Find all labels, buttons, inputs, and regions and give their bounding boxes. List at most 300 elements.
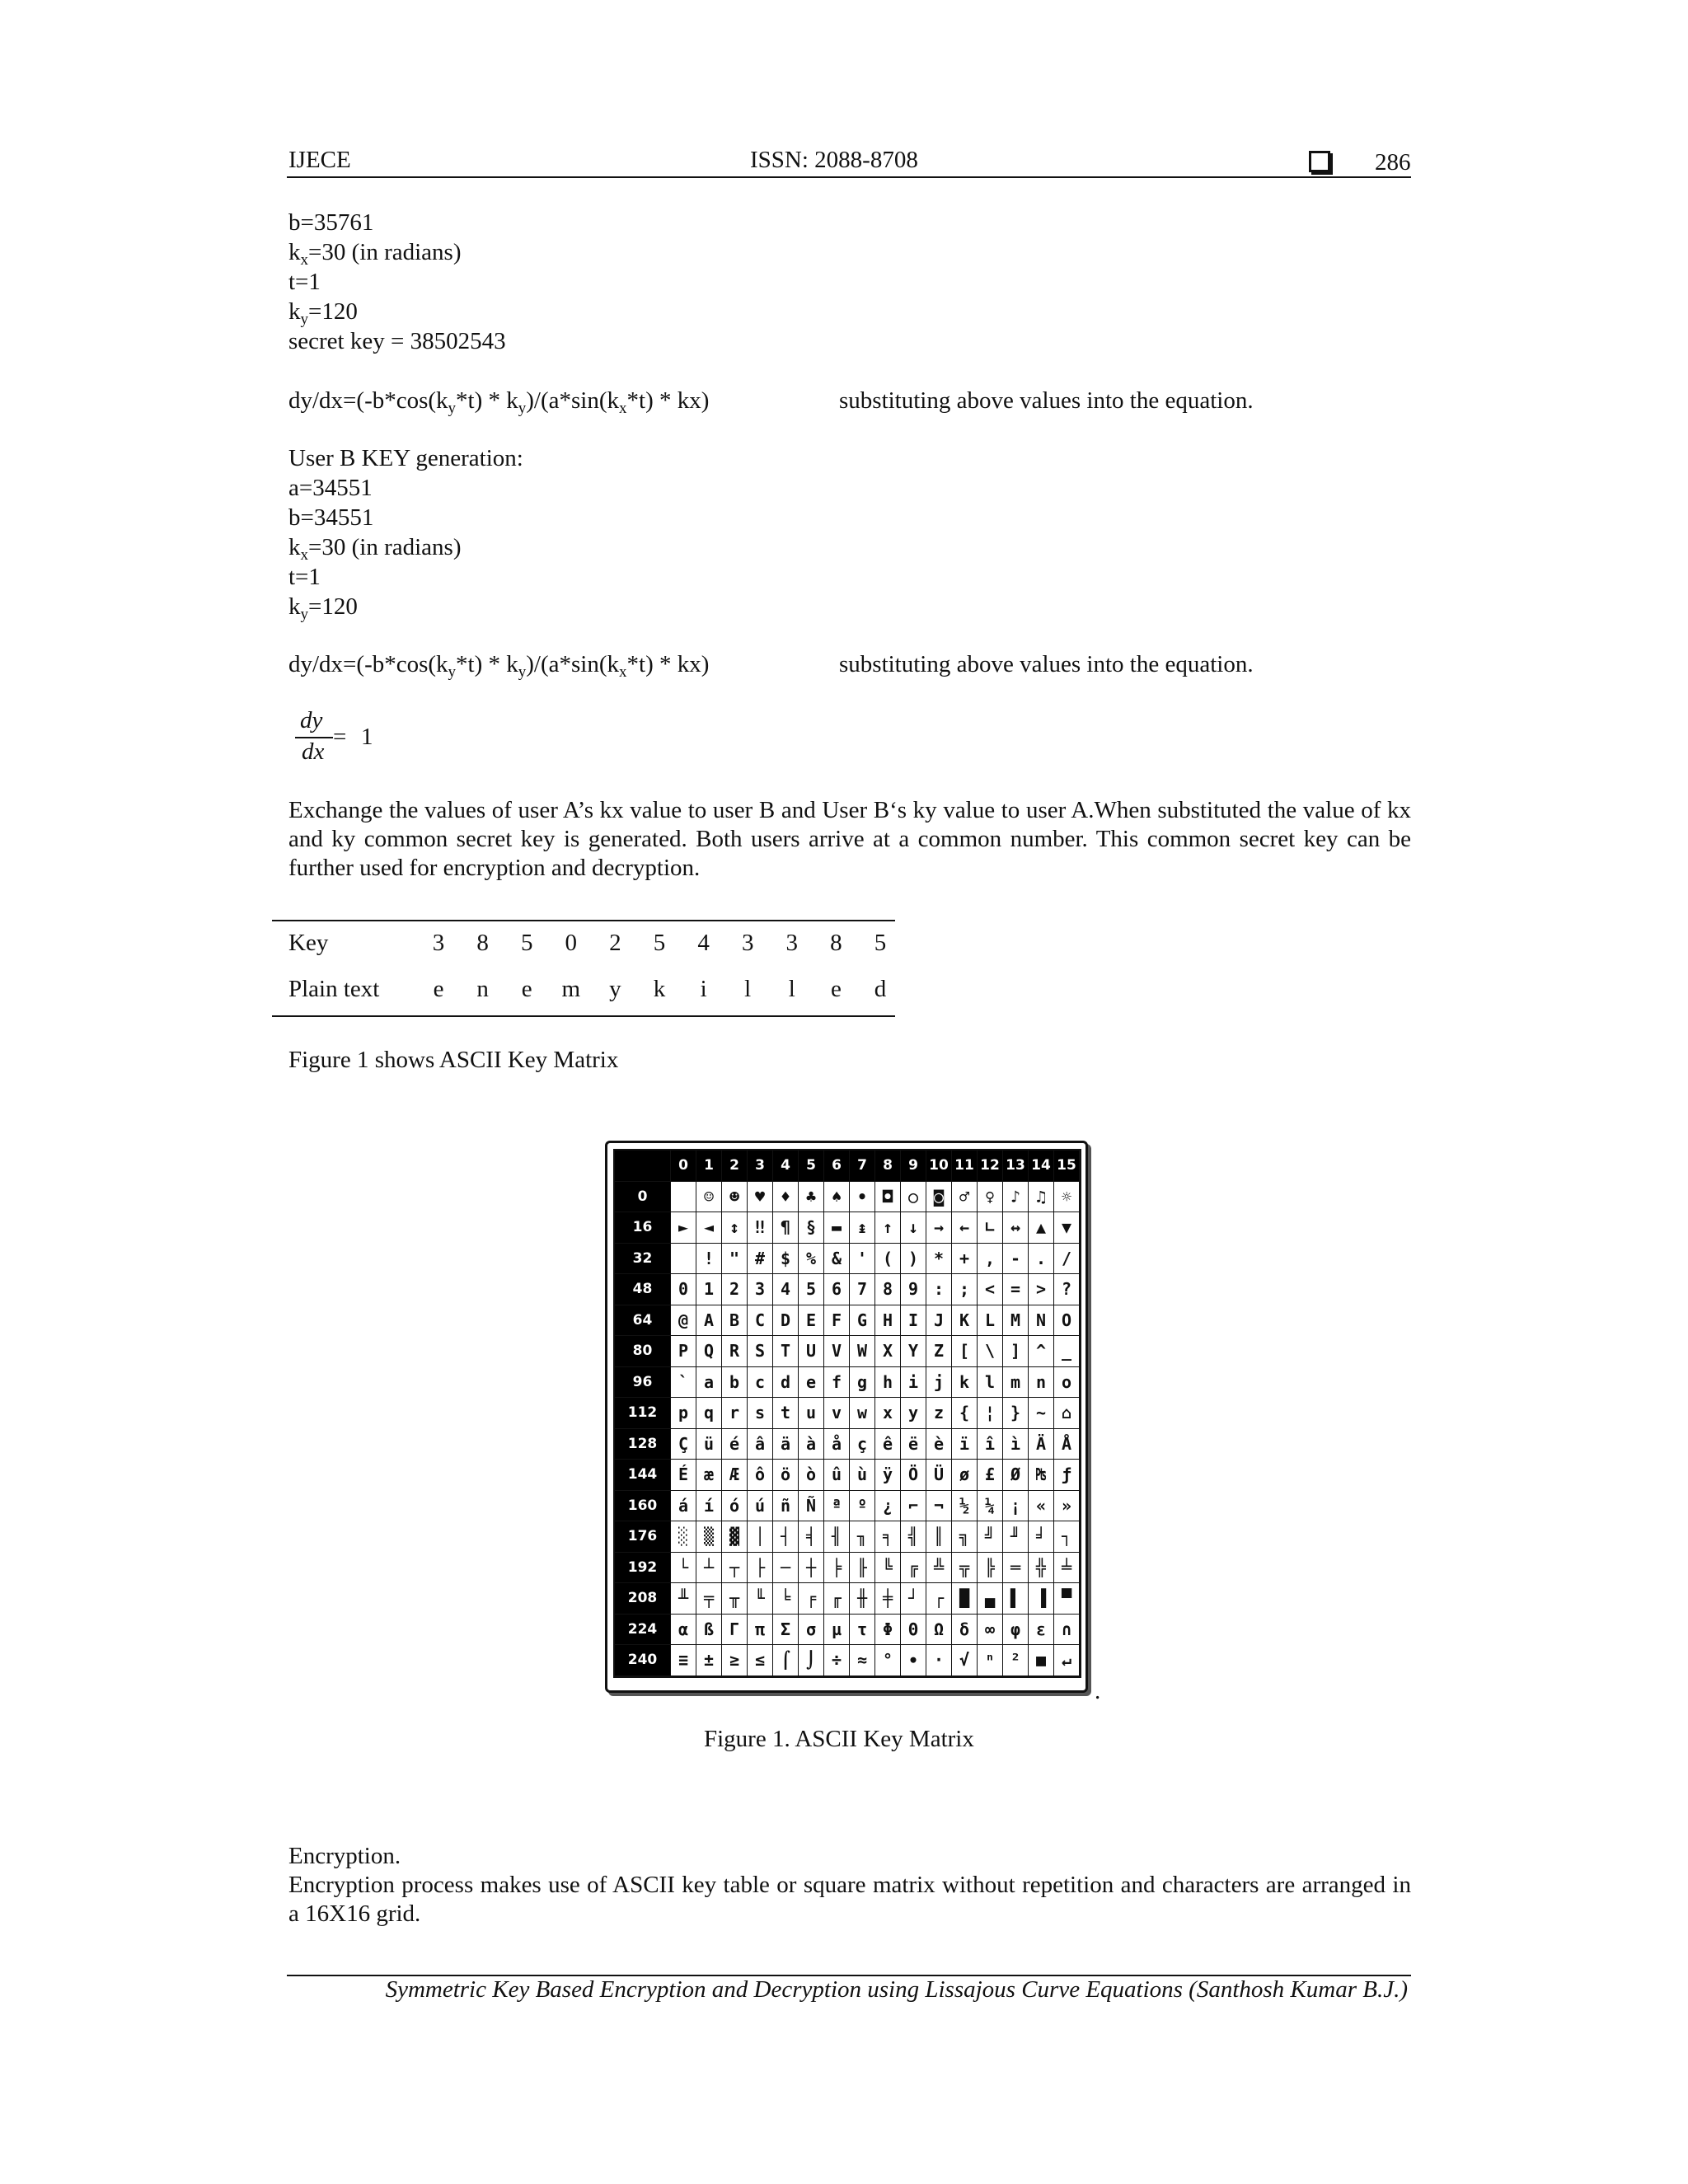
matrix-cell: } (1003, 1398, 1029, 1429)
matrix-cell: í (696, 1491, 722, 1522)
matrix-cell: ╝ (978, 1521, 1003, 1553)
matrix-cell: ♥ (748, 1182, 773, 1213)
matrix-cell: ○ (901, 1182, 926, 1213)
matrix-row-header: 32 (615, 1244, 671, 1275)
matrix-cell: z (926, 1398, 952, 1429)
key-digit: 3 (432, 930, 445, 956)
matrix-cell: ╗ (952, 1521, 978, 1553)
matrix-cell: _ (1054, 1336, 1080, 1367)
matrix-cell: J (926, 1305, 952, 1337)
matrix-cell: ─ (773, 1553, 799, 1584)
matrix-cell: ▼ (1054, 1212, 1080, 1244)
matrix-cell: æ (696, 1460, 722, 1491)
matrix-cell: ╘ (773, 1583, 799, 1615)
matrix-cell: 2 (722, 1274, 748, 1305)
matrix-cell: ¡ (1003, 1491, 1029, 1522)
plain-row-label: Plain text (288, 976, 380, 1002)
matrix-cell: ⌡ (799, 1645, 824, 1676)
user-b-ky: $k_y=120$ (288, 593, 358, 623)
matrix-cell: ╬ (1029, 1553, 1054, 1584)
matrix-cell: ÿ (875, 1460, 901, 1491)
matrix-row-header: 208 (615, 1583, 671, 1615)
matrix-cell: ╜ (1003, 1521, 1029, 1553)
matrix-cell: ê (875, 1429, 901, 1460)
matrix-cell: ╞ (824, 1553, 850, 1584)
matrix-cell: º (850, 1491, 875, 1522)
matrix-cell: ƒ (1054, 1460, 1080, 1491)
matrix-cell: ⌐ (901, 1491, 926, 1522)
matrix-cell: ◘ (875, 1182, 901, 1213)
matrix-col-header: 13 (1003, 1151, 1029, 1182)
matrix-cell: ù (850, 1460, 875, 1491)
matrix-cell: é (722, 1429, 748, 1460)
matrix-cell: ╧ (1054, 1553, 1080, 1584)
plaintext-char: m (561, 976, 581, 1002)
matrix-cell: ║ (926, 1521, 952, 1553)
matrix-cell: Ü (926, 1460, 952, 1491)
matrix-cell: h (875, 1367, 901, 1399)
matrix-cell: σ (799, 1615, 824, 1646)
exchange-paragraph: Exchange the values of user A’s kx value to user B and User B‘s ky value to user A.When substituted the value of kx and ky common secret key is generated. Both users arrive at a common number. This common secret key can be further used for encryption and decryption. (288, 797, 1411, 881)
matrix-cell: └ (671, 1553, 696, 1584)
figure-trailing-mark: . (1095, 1678, 1101, 1704)
matrix-cell: ■ (1029, 1645, 1054, 1676)
matrix-cell: i (901, 1367, 926, 1399)
table-bottom-rule (272, 1015, 895, 1017)
matrix-cell: ` (671, 1367, 696, 1399)
header-rule (287, 176, 1411, 178)
matrix-cell: Ω (926, 1615, 952, 1646)
matrix-cell: ▀ (1054, 1583, 1080, 1615)
matrix-cell: ≈ (850, 1645, 875, 1676)
matrix-cell: n (1029, 1367, 1054, 1399)
matrix-cell: ╛ (1029, 1521, 1054, 1553)
matrix-cell: $ (773, 1244, 799, 1275)
matrix-cell: 3 (748, 1274, 773, 1305)
matrix-cell: 1 (696, 1274, 722, 1305)
matrix-cell: ♦ (773, 1182, 799, 1213)
matrix-col-header: 15 (1054, 1151, 1080, 1182)
matrix-cell: ╥ (722, 1583, 748, 1615)
matrix-cell (671, 1244, 696, 1275)
table-top-rule (272, 920, 895, 921)
key-digit: 4 (697, 930, 710, 956)
plaintext-char: e (433, 976, 444, 1002)
matrix-cell: ↕ (722, 1212, 748, 1244)
matrix-cell: ☼ (1054, 1182, 1080, 1213)
matrix-col-header: 1 (696, 1151, 722, 1182)
matrix-cell: ∩ (1054, 1615, 1080, 1646)
matrix-cell: Æ (722, 1460, 748, 1491)
matrix-cell (671, 1182, 696, 1213)
matrix-cell: ^ (1029, 1336, 1054, 1367)
matrix-cell: 8 (875, 1274, 901, 1305)
matrix-cell: ‼ (748, 1212, 773, 1244)
key-row-label: Key (288, 930, 329, 956)
encryption-heading: Encryption. (288, 1843, 401, 1869)
matrix-cell: ╙ (748, 1583, 773, 1615)
matrix-cell: b (722, 1367, 748, 1399)
matrix-cell: T (773, 1336, 799, 1367)
matrix-cell: ╦ (952, 1553, 978, 1584)
matrix-cell: ├ (748, 1553, 773, 1584)
matrix-cell: ¼ (978, 1491, 1003, 1522)
equation-1-note: substituting above values into the equation. (839, 387, 1254, 414)
matrix-cell: ± (696, 1645, 722, 1676)
matrix-cell: O (1054, 1305, 1080, 1337)
encryption-text: Encryption process makes use of ASCII key table or square matrix without repetition and characters are arranged in a 16X16 grid. (288, 1872, 1411, 1927)
equation-2: $dy/dx=(-b*\cos(k_y*t) * k_y)/(a*\sin(k_x*t) * kx)$ (288, 651, 710, 681)
matrix-cell: å (824, 1429, 850, 1460)
matrix-col-header: 4 (773, 1151, 799, 1182)
matrix-cell: ╫ (850, 1583, 875, 1615)
matrix-cell: " (722, 1244, 748, 1275)
matrix-cell: è (926, 1429, 952, 1460)
matrix-cell: w (850, 1398, 875, 1429)
user-b-b: b=34551 (288, 504, 374, 531)
running-footer: Symmetric Key Based Encryption and Decryption using Lissajous Curve Equations (Santhosh Kumar B.J.) (385, 1976, 1408, 2003)
plaintext-char: i (700, 976, 707, 1002)
matrix-cell: ┼ (799, 1553, 824, 1584)
matrix-col-header: 5 (799, 1151, 824, 1182)
matrix-cell: ↔ (1003, 1212, 1029, 1244)
matrix-cell: j (926, 1367, 952, 1399)
matrix-cell: √ (952, 1645, 978, 1676)
matrix-row-header: 16 (615, 1212, 671, 1244)
matrix-cell: ¶ (773, 1212, 799, 1244)
matrix-cell: ╟ (850, 1553, 875, 1584)
square-bullet-icon (1309, 151, 1330, 172)
matrix-cell: Γ (722, 1615, 748, 1646)
matrix-cell: X (875, 1336, 901, 1367)
matrix-cell: ☺ (696, 1182, 722, 1213)
matrix-cell: m (1003, 1367, 1029, 1399)
matrix-cell: ♣ (799, 1182, 824, 1213)
matrix-cell: d (773, 1367, 799, 1399)
matrix-cell: ▬ (824, 1212, 850, 1244)
matrix-cell: É (671, 1460, 696, 1491)
matrix-cell: e (799, 1367, 824, 1399)
matrix-cell: ═ (1003, 1553, 1029, 1584)
plaintext-char: n (476, 976, 489, 1002)
matrix-cell: ◄ (696, 1212, 722, 1244)
matrix-cell: ; (952, 1274, 978, 1305)
matrix-cell: £ (978, 1460, 1003, 1491)
matrix-cell: { (952, 1398, 978, 1429)
matrix-cell: ▄ (978, 1583, 1003, 1615)
matrix-cell: ° (875, 1645, 901, 1676)
user-b-heading: User B KEY generation: (288, 445, 523, 471)
matrix-cell: ╖ (850, 1521, 875, 1553)
key-digit: 5 (520, 930, 533, 956)
matrix-cell: k (952, 1367, 978, 1399)
matrix-cell: û (824, 1460, 850, 1491)
matrix-cell: ∞ (978, 1615, 1003, 1646)
matrix-cell: 0 (671, 1274, 696, 1305)
matrix-cell: │ (748, 1521, 773, 1553)
matrix-cell: ² (1003, 1645, 1029, 1676)
matrix-cell: ┬ (722, 1553, 748, 1584)
matrix-cell: ö (773, 1460, 799, 1491)
matrix-cell: ╠ (978, 1553, 1003, 1584)
key-digit: 8 (476, 930, 489, 956)
matrix-cell: ⌂ (1054, 1398, 1080, 1429)
matrix-cell: Y (901, 1336, 926, 1367)
matrix-cell: Q (696, 1336, 722, 1367)
matrix-cell: ì (1003, 1429, 1029, 1460)
matrix-cell: ╢ (824, 1521, 850, 1553)
matrix-cell: ╪ (875, 1583, 901, 1615)
fraction-value: 1 (361, 724, 373, 750)
matrix-cell: Φ (875, 1615, 901, 1646)
matrix-cell: K (952, 1305, 978, 1337)
matrix-corner (615, 1151, 671, 1182)
fraction-equals: = (333, 724, 347, 750)
matrix-cell: ╩ (926, 1553, 952, 1584)
matrix-cell: ♪ (1003, 1182, 1029, 1213)
user-a-b: b=35761 (288, 209, 374, 236)
matrix-cell: ┐ (1054, 1521, 1080, 1553)
matrix-cell: ╔ (901, 1553, 926, 1584)
matrix-cell: ↑ (875, 1212, 901, 1244)
matrix-cell: ▓ (722, 1521, 748, 1553)
matrix-row-header: 128 (615, 1429, 671, 1460)
matrix-cell: M (1003, 1305, 1029, 1337)
matrix-col-header: 12 (978, 1151, 1003, 1182)
matrix-col-header: 0 (671, 1151, 696, 1182)
matrix-cell: : (926, 1274, 952, 1305)
user-a-kx: $k_x=30$ (in radians) (288, 239, 462, 269)
matrix-cell: ╕ (875, 1521, 901, 1553)
matrix-cell: y (901, 1398, 926, 1429)
matrix-row-header: 0 (615, 1182, 671, 1213)
matrix-col-header: 10 (926, 1151, 952, 1182)
matrix-cell: ú (748, 1491, 773, 1522)
matrix-col-header: 9 (901, 1151, 926, 1182)
matrix-cell: Ø (1003, 1460, 1029, 1491)
matrix-cell: τ (850, 1615, 875, 1646)
matrix-row-header: 112 (615, 1398, 671, 1429)
matrix-cell: · (926, 1645, 952, 1676)
matrix-cell: Z (926, 1336, 952, 1367)
user-a-secret-key: secret key = 38502543 (288, 328, 506, 354)
matrix-cell: → (926, 1212, 952, 1244)
matrix-row-header: 64 (615, 1305, 671, 1337)
matrix-col-header: 6 (824, 1151, 850, 1182)
matrix-cell: â (748, 1429, 773, 1460)
fraction-denominator: dx (302, 738, 325, 765)
matrix-cell: o (1054, 1367, 1080, 1399)
matrix-cell: α (671, 1615, 696, 1646)
matrix-cell: µ (824, 1615, 850, 1646)
matrix-cell: ¦ (978, 1398, 1003, 1429)
matrix-cell: ! (696, 1244, 722, 1275)
matrix-cell: ò (799, 1460, 824, 1491)
matrix-cell: ┴ (696, 1553, 722, 1584)
matrix-cell: ⌠ (773, 1645, 799, 1676)
matrix-cell: P (671, 1336, 696, 1367)
matrix-cell: ╣ (901, 1521, 926, 1553)
matrix-cell: ≥ (722, 1645, 748, 1676)
matrix-cell: = (1003, 1274, 1029, 1305)
key-digit: 2 (609, 930, 621, 956)
key-digit: 5 (653, 930, 666, 956)
key-digit: 5 (874, 930, 887, 956)
matrix-cell: ½ (952, 1491, 978, 1522)
plaintext-char: l (788, 976, 795, 1002)
plaintext-char: y (609, 976, 621, 1002)
matrix-cell: * (926, 1244, 952, 1275)
matrix-cell: ñ (773, 1491, 799, 1522)
matrix-cell: ) (901, 1244, 926, 1275)
matrix-cell: ♠ (824, 1182, 850, 1213)
matrix-cell: a (696, 1367, 722, 1399)
matrix-cell: ╨ (671, 1583, 696, 1615)
matrix-cell: s (748, 1398, 773, 1429)
matrix-cell: 6 (824, 1274, 850, 1305)
matrix-cell: á (671, 1491, 696, 1522)
equation-1: $dy/dx=(-b*\cos(k_y*t) * k_y)/(a*\sin(k_x*t) * kx)$ (288, 387, 710, 417)
key-digit: 3 (741, 930, 754, 956)
matrix-cell: î (978, 1429, 1003, 1460)
matrix-cell: u (799, 1398, 824, 1429)
matrix-cell: ≡ (671, 1645, 696, 1676)
plaintext-char: d (874, 976, 887, 1002)
matrix-cell: ┤ (773, 1521, 799, 1553)
matrix-row-header: 192 (615, 1553, 671, 1584)
matrix-col-header: 3 (748, 1151, 773, 1182)
matrix-cell: ≤ (748, 1645, 773, 1676)
plaintext-char: e (830, 976, 842, 1002)
matrix-cell: ∟ (978, 1212, 1003, 1244)
matrix-col-header: 7 (850, 1151, 875, 1182)
matrix-cell: + (952, 1244, 978, 1275)
matrix-cell: 9 (901, 1274, 926, 1305)
matrix-cell: [ (952, 1336, 978, 1367)
matrix-cell: à (799, 1429, 824, 1460)
journal-name: IJECE (288, 147, 351, 173)
matrix-cell: ε (1029, 1615, 1054, 1646)
matrix-cell: 5 (799, 1274, 824, 1305)
matrix-cell: ← (952, 1212, 978, 1244)
matrix-cell: C (748, 1305, 773, 1337)
user-a-t: t=1 (288, 269, 321, 295)
plaintext-char: l (744, 976, 752, 1002)
matrix-cell: , (978, 1244, 1003, 1275)
matrix-cell: ♫ (1029, 1182, 1054, 1213)
matrix-cell: W (850, 1336, 875, 1367)
matrix-cell: F (824, 1305, 850, 1337)
matrix-cell: ä (773, 1429, 799, 1460)
matrix-cell: ╚ (875, 1553, 901, 1584)
matrix-cell: @ (671, 1305, 696, 1337)
page-number: 286 (1375, 149, 1411, 176)
matrix-cell: ª (824, 1491, 850, 1522)
matrix-cell: / (1054, 1244, 1080, 1275)
matrix-cell: ë (901, 1429, 926, 1460)
matrix-cell: Ö (901, 1460, 926, 1491)
matrix-cell: Ç (671, 1429, 696, 1460)
matrix-cell: ↨ (850, 1212, 875, 1244)
user-a-ky: $k_y=120$ (288, 298, 358, 328)
matrix-cell: ç (850, 1429, 875, 1460)
matrix-cell: ◙ (926, 1182, 952, 1213)
matrix-col-header: 8 (875, 1151, 901, 1182)
matrix-cell: ▌ (1003, 1583, 1029, 1615)
matrix-cell: Θ (901, 1615, 926, 1646)
matrix-cell: < (978, 1274, 1003, 1305)
matrix-row-header: 176 (615, 1521, 671, 1553)
matrix-cell: ┌ (926, 1583, 952, 1615)
matrix-cell: « (1029, 1491, 1054, 1522)
matrix-cell: G (850, 1305, 875, 1337)
matrix-cell: ? (1054, 1274, 1080, 1305)
ascii-key-matrix (613, 1149, 1081, 1678)
matrix-cell: ¬ (926, 1491, 952, 1522)
matrix-cell: ┘ (901, 1583, 926, 1615)
user-b-kx: $k_x=30$ (in radians) (288, 534, 462, 564)
matrix-cell: ( (875, 1244, 901, 1275)
matrix-cell: H (875, 1305, 901, 1337)
matrix-cell: ╓ (824, 1583, 850, 1615)
matrix-cell: ↵ (1054, 1645, 1080, 1676)
matrix-cell: ⁿ (978, 1645, 1003, 1676)
matrix-col-header: 14 (1029, 1151, 1054, 1182)
matrix-cell: π (748, 1615, 773, 1646)
matrix-row-header: 144 (615, 1460, 671, 1491)
matrix-cell: ∙ (901, 1645, 926, 1676)
figure-intro: Figure 1 shows ASCII Key Matrix (288, 1047, 619, 1073)
matrix-cell: D (773, 1305, 799, 1337)
matrix-cell: ╤ (696, 1583, 722, 1615)
matrix-cell: ô (748, 1460, 773, 1491)
matrix-cell: V (824, 1336, 850, 1367)
equation-2-note: substituting above values into the equation. (839, 651, 1254, 677)
plaintext-char: e (521, 976, 532, 1002)
matrix-cell: ╒ (799, 1583, 824, 1615)
user-b-t: t=1 (288, 564, 321, 590)
matrix-cell: Å (1054, 1429, 1080, 1460)
user-b-a: a=34551 (288, 475, 373, 501)
matrix-cell: > (1029, 1274, 1054, 1305)
key-digit: 8 (830, 930, 842, 956)
matrix-cell: p (671, 1398, 696, 1429)
matrix-cell: █ (952, 1583, 978, 1615)
matrix-cell: A (696, 1305, 722, 1337)
matrix-cell: ♂ (952, 1182, 978, 1213)
matrix-col-header: 2 (722, 1151, 748, 1182)
matrix-cell: # (748, 1244, 773, 1275)
matrix-cell: S (748, 1336, 773, 1367)
matrix-cell: ↓ (901, 1212, 926, 1244)
key-digit: 0 (565, 930, 578, 956)
matrix-cell: Ä (1029, 1429, 1054, 1460)
matrix-cell: f (824, 1367, 850, 1399)
matrix-cell: Ñ (799, 1491, 824, 1522)
matrix-cell: - (1003, 1244, 1029, 1275)
matrix-cell: g (850, 1367, 875, 1399)
matrix-cell: ► (671, 1212, 696, 1244)
plaintext-char: k (653, 976, 666, 1002)
matrix-cell: δ (952, 1615, 978, 1646)
matrix-cell: q (696, 1398, 722, 1429)
matrix-cell: ♀ (978, 1182, 1003, 1213)
matrix-cell: ░ (671, 1521, 696, 1553)
matrix-row-header: 48 (615, 1274, 671, 1305)
figure-caption: Figure 1. ASCII Key Matrix (704, 1726, 974, 1752)
matrix-cell: ~ (1029, 1398, 1054, 1429)
matrix-cell: ÷ (824, 1645, 850, 1676)
